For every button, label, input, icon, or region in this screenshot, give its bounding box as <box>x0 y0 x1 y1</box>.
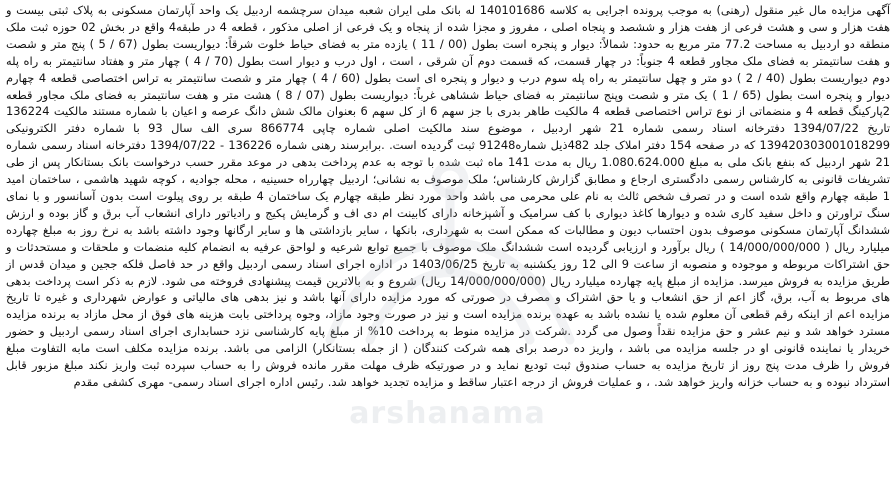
watermark-text: arshanama <box>349 396 546 431</box>
auction-notice-text: آگهی مزایده مال غیر منقول (رهنی) به موجب پرونده اجرایی به کلاسه 140101686 له بانک ملی ایران شعبه میدان سرچشمه اردبیل یک واحد آپارتمان مسکونی به پلاک ثبتی بیست و هفت هزار و سی و هشت فرعی از هفت هزار و ششصد و پنجاه اصلی ، مفروز و مجزا شده از پنجاه و یک فرعی از اصلی مذکور ، قطعه 4 در طبقه4 واقع در بخش 02 حوزه ثبت ملک منطقه دو اردبیل به مساحت 77.2 متر مربع به حدود: شمالاً: دیوار و پنجره است بطول (00 / 11 ) یازده متر به فضای حیاط خلوت شرقاً: دیواریست بطول (67 / 5 ) پنج متر و شصت و هفت سانتیمتر به فضای ملک مجاور قطعه 4 جنوباً: در چهار قسمت، که قسمت دوم آن شرقی ، است ، اول درب و دیوار است بطول (70 / 4 ) چهار متر و هفتاد سانتیمتر به راه پله دوم دیواریست بطول (40 / 2 ) دو متر و چهل سانتیمتر به راه پله سوم درب و دیوار و پنجره ای است بطول (60 / 4 ) چهار متر و شصت سانتیمتر به تراس اختصاصی قطعه 4 چهارم دیوار و پنجره است بطول (65 / 1 ) یک متر و شصت وپنج سانتیمتر به فضای حیاط ششاهی غرباً: دیواریست بطول (07 / 8 ) هشت متر و هفت سانتیمتر به فضای ملک مجاور قطعه 2پارکینگ قطعه 4 و منضماتی از نوع تراس اختصاصی قطعه 4 مالکیت طاهر بدری با جز سهم 6 از کل سهم 6 بعنوان مالک شش دانگ عرصه و اعیان با شماره مستند مالکیت 136224 تاریخ 1394/07/22 دفترخانه اسناد رسمی شماره 21 شهر اردبیل ، موضوع سند مالکیت اصلی شماره چاپی 866774 سری الف سال 93 با شماره دفتر الکترونیکی 139420303001018299 که در صفحه 154 دفتر املاک جلد 482ذیل شماره91248 ثبت گردیده است. .برابرسند رهنی شماره 136226 - 1394/07/22 دفترخانه اسناد رسمی شماره 21 شهر اردبیل که بنفع بانک ملی به مبلغ 1.080.624.000 ریال به مدت 141 ماه ثبت شده با توجه به عدم پرداخت بدهی در موعد مقرر حسب درخواست بانک بستانکار پس از طی تشریفات قانونی به کارشناس رسمی دادگستری ارجاع و مطابق گزارش کارشناس؛ ملک موصوف به نشانی؛ اردبیل چهارراه حسینیه ، محله جوادیه ، کوچه شهید هاشمی ، ساختمان امید 1 طبقه چهارم واقع شده است و در تصرف شخص ثالث به نام علی محرمی می باشد واحد مورد نظر طبقه چهارم یک ساختمان 4 طبقه بر روی پیلوت است بدون آسانسور و با نمای سنگ تراورتن و داخل سفید کاری شده و دیوارها کاغذ دیواری با کف سرامیک و آشپزخانه دارای کابینت ام دی اف و گرمایش پکیج و رادیاتور دارای انشعاب آب برق و گاز بوده و ارزش ششدانگ آپارتمان مسکونی موصوف بدون احتساب دیون و مطالبات که ممکن است به شهرداری، بانکها ، سایر بازداشتی ها و سایر ارگانها وجود داشته باشد به نرخ روز به مبلغ چهارده میلیارد ریال ( 14/000/000/000 ) ریال برآورد و ارزیابی گردیده است ششدانگ ملک موصوف با جمیع توابع شرعیه و لواحق عرفیه به انضمام کلیه منضمات و ملحقات و مستحدثات و حق اشتراکات مربوطه و موجوده و منصوبه از ساعت 9 الی 12 روز یکشنبه به تاریخ 1403/06/25 در اداره اجرای اسناد رسمی اردبیل واقع در حد فاصل فلکه ججین و میدان قدس از طریق مزایده به فروش میرسد. مزایده از مبلغ پایه چهارده میلیارد ریال (14/000/000/000 ریال) شروع و به بالاترین قیمت پیشنهادی فروخته می شود. لازم به ذکر است پرداخت بدهی های مربوط به آب، برق، گاز اعم از حق انشعاب و یا حق اشتراک و مصرف در صورتی که مورد مزایده دارای آنها باشد و نیز بدهی های مالیاتی و عوارض شهرداری و غیره تا تاریخ مزایده اعم از اینکه رقم قطعی آن معلوم شده یا نشده باشد به عهده برنده مزایده است و نیز در صورت وجود مازاد، وجوه پرداختی بابت هزینه های فوق از محل مازاد به برنده مزایده مسترد خواهد شد و نیم عشر و حق مزایده نقداً وصول می گردد .شرکت در مزایده منوط به پرداخت 10% از مبلغ پایه کارشناسی نزد حسابداری اجرای اسناد رسمی اردبیل و حضور خریدار یا نماینده قانونی او در جلسه مزایده می باشد ، واریز ده درصد برای همه شرکت کنندگان ( از جمله بستانکار) الزامی می باشد. برنده مزایده مکلف است مابه التفاوت مبلغ فروش را ظرف مدت پنج روز از تاریخ مزایده به حساب صندوق ثبت تودیع نماید و در صورتیکه ظرف مهلت مقرر مانده فروش را به حساب سپرده ثبت واریز نکند مبلغ مزبور قابل استرداد نبوده و به حساب خزانه واریز خواهد شد. ، و عملیات فروش از درجه اعتبار ساقط و مزایده تجدید خواهد شد. رئیس اداره اجرای اسناد رسمی- مهری کشفی مقدم <box>6 3 891 389</box>
